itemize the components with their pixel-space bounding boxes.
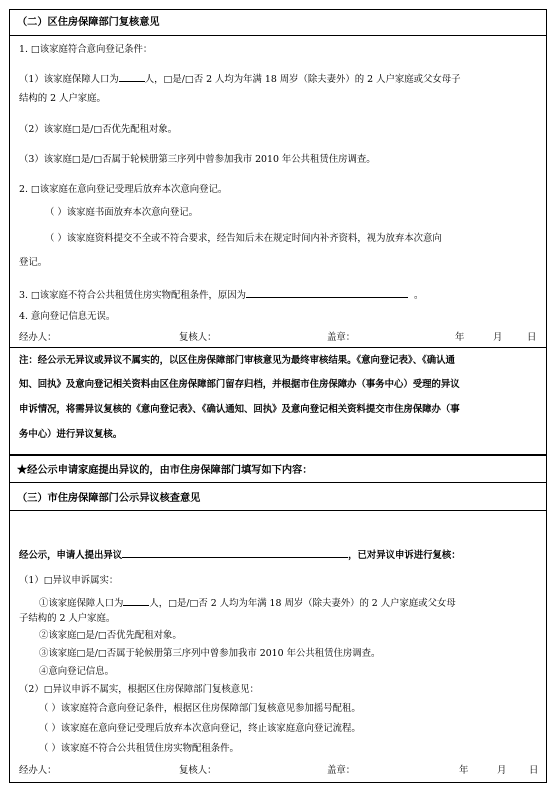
item2-3: 登记。 xyxy=(19,257,48,268)
section3-sign-year: 年 xyxy=(459,765,469,776)
section2-sign-seal: 盖章： xyxy=(327,332,356,343)
p1: （1）□异议申诉属实： xyxy=(19,575,119,586)
p2-1: （ ）该家庭符合意向登记条件，根据区住房保障部门复核意见参加摇号配租。 xyxy=(39,703,361,714)
item2-1: （ ）该家庭书面放弃本次意向登记。 xyxy=(45,207,198,218)
p2-2: （ ）该家庭在意向登记受理后放弃本次意向登记，终止该家庭意向登记流程。 xyxy=(39,723,361,734)
section3-intro: 经公示，申请人提出异议 ，已对异议申诉进行复核： xyxy=(19,547,461,562)
section3-sign-month: 月 xyxy=(497,765,507,776)
section2-title-divider xyxy=(9,35,547,36)
p1-1-cont: 子结构的 2 人户家庭。 xyxy=(19,613,116,624)
section3-sign-day: 日 xyxy=(529,765,539,776)
section2-sign-handler: 经办人： xyxy=(19,332,57,343)
section2-sign-day: 日 xyxy=(527,332,537,343)
p1-2: ②该家庭□是/□否优先配租对象。 xyxy=(39,630,182,641)
item1: 1. □该家庭符合意向登记条件： xyxy=(19,44,153,55)
reason-blank[interactable] xyxy=(246,287,408,298)
item1-1: （1）该家庭保障人口为 人，□是/□否 2 人均为年满 18 周岁（除夫妻外）的 2 人户家庭或父女母子 xyxy=(19,71,460,86)
note-divider xyxy=(9,347,547,348)
objection-blank[interactable] xyxy=(122,547,348,558)
item1-3: （3）该家庭□是/□否属于轮候册第三序列中曾参加我市 2010 年公共租赁住房调查。 xyxy=(19,154,376,165)
section2-sign-month: 月 xyxy=(493,332,503,343)
section3-sign-handler: 经办人： xyxy=(19,765,57,776)
item1-1-cont: 结构的 2 人户家庭。 xyxy=(19,93,106,104)
star-notice: ★经公示申请家庭提出异议的，由市住房保障部门填写如下内容： xyxy=(17,464,313,476)
p2: （2）□异议申诉不属实，根据区住房保障部门复核意见： xyxy=(19,684,259,695)
p1-1: ①该家庭保障人口为 人，□是/□否 2 人均为年满 18 周岁（除夫妻外）的 2 人户家庭或父女母 xyxy=(39,595,456,610)
item2: 2. □该家庭在意向登记受理后放弃本次意向登记。 xyxy=(19,184,228,195)
form-page xyxy=(9,9,549,783)
item3: 3. □该家庭不符合公共租赁住房实物配租条件，原因为 。 xyxy=(19,287,423,302)
note-line-4: 务中心）进行异议复核。 xyxy=(19,429,123,440)
household-size-blank-2[interactable] xyxy=(123,595,149,606)
section3-title: （三）市住房保障部门公示异议核查意见 xyxy=(17,492,201,504)
section3-sign-reviewer: 复核人： xyxy=(179,765,217,776)
note-line-1: 注：经公示无异议或异议不属实的，以区住房保障部门审核意见为最终审核结果。《意向登记表》、《确认通 xyxy=(19,355,455,366)
p1-4: ④意向登记信息。 xyxy=(39,666,115,677)
section2-title: （二）区住房保障部门复核意见 xyxy=(17,16,160,28)
note-line-2: 知、回执》及意向登记相关资料由区住房保障部门留存归档，并根据市住房保障办（事务中心）受理的异议 xyxy=(19,379,460,390)
item2-2: （ ）该家庭资料提交不全或不符合要求，经告知后未在规定时间内补齐资料，视为放弃本次意向 xyxy=(45,233,442,244)
section3-title-divider xyxy=(9,510,547,511)
item1-2: （2）该家庭□是/□否优先配租对象。 xyxy=(19,124,178,135)
note-line-3: 申诉情况，将需异议复核的《意向登记表》、《确认通知、回执》及意向登记相关资料提交市住房保障办（事 xyxy=(19,404,460,415)
item4: 4. 意向登记信息无误。 xyxy=(19,311,116,322)
section2-sign-reviewer: 复核人： xyxy=(179,332,217,343)
household-size-blank[interactable] xyxy=(119,71,145,82)
section3-sign-seal: 盖章： xyxy=(327,765,356,776)
section2-sign-year: 年 xyxy=(455,332,465,343)
p1-3: ③该家庭□是/□否属于轮候册第三序列中曾参加我市 2010 年公共租赁住房调查。 xyxy=(39,648,381,659)
p2-3: （ ）该家庭不符合公共租赁住房实物配租条件。 xyxy=(39,743,239,754)
